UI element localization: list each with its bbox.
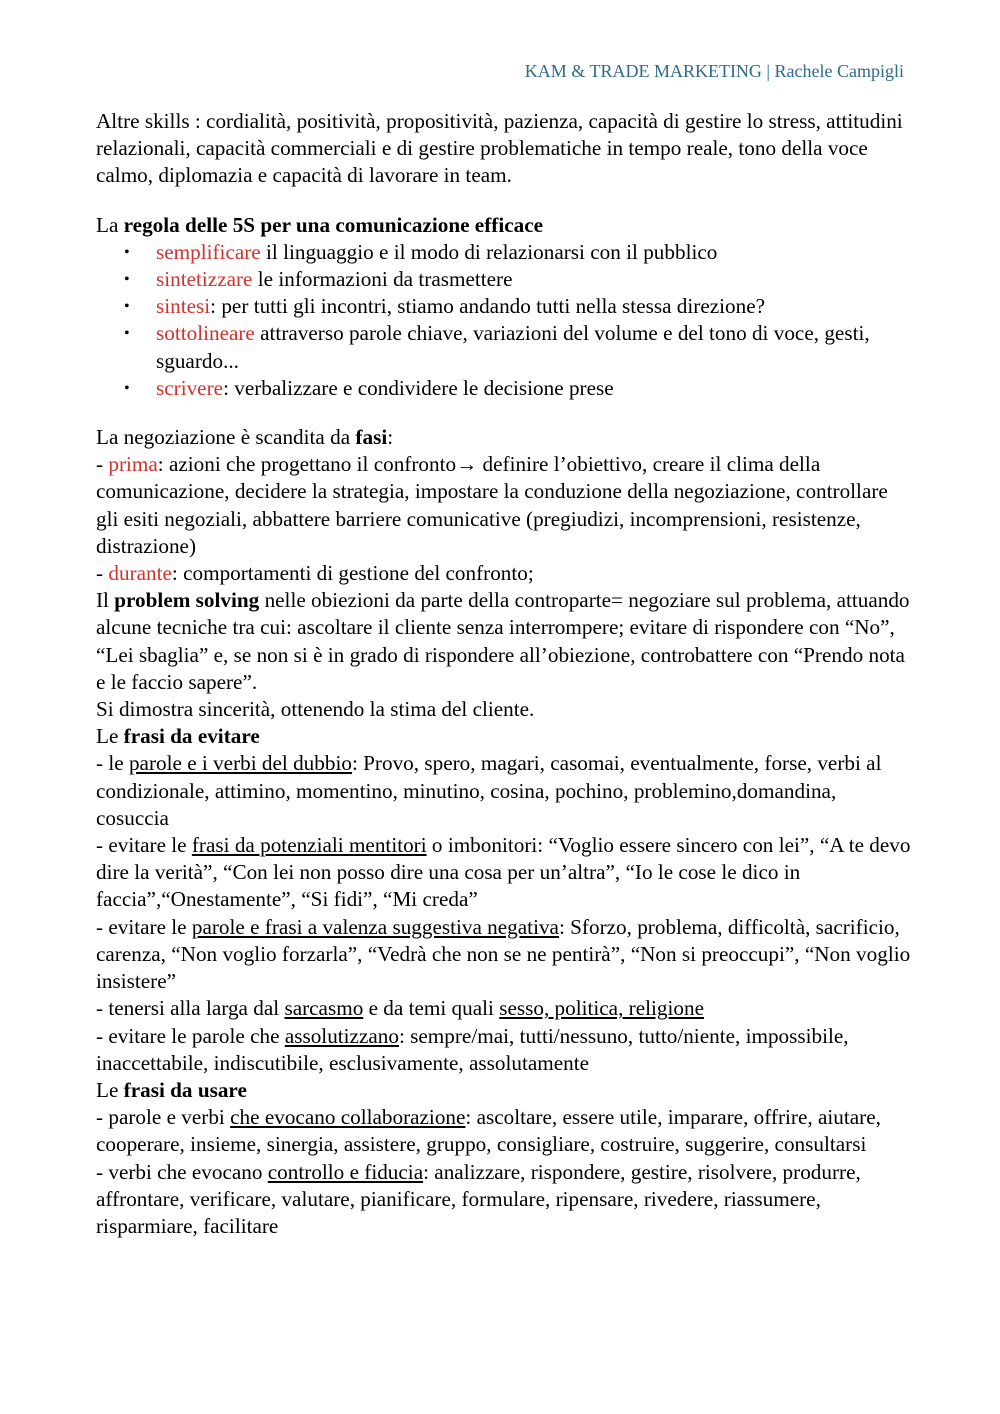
list-item: [96, 375, 911, 402]
rule-keyword: sintetizzare: [156, 267, 253, 292]
negotiation-lead-bold: fasi: [355, 425, 388, 450]
negotiation-lead-text: La negoziazione è scandita da: [96, 425, 356, 450]
phase-prima: [96, 451, 911, 560]
item-underlined: che evocano collaborazione: [230, 1105, 466, 1130]
rule-keyword: sottolineare: [156, 321, 255, 346]
phase-text: : azioni che progettano il confronto→ definire l’obiettivo, creare il clima della comunicazione, decidere la strategia, impostare la conduzione della negoziazione, controllare gli esiti negoziali, abbattere barriere comunicative (pregiudizi, incomprensioni, resistenze, distrazione): [96, 452, 888, 558]
page-content: [96, 108, 911, 1240]
item-pre: - evitare le: [96, 914, 192, 939]
phase-durante: [96, 560, 911, 587]
item-underlined: controllo e fiducia: [267, 1159, 424, 1184]
phase-text: : comportamenti di gestione del confronto;: [171, 561, 534, 586]
use-heading-prefix: Le: [96, 1077, 124, 1102]
avoid-heading-prefix: Le: [96, 724, 124, 749]
rule-heading: [96, 212, 911, 239]
item-underlined: parole e frasi a valenza suggestiva negativa: [191, 914, 559, 939]
rule-heading-bold: regola delle 5S per una comunicazione efficace: [123, 212, 544, 237]
rule-text: il linguaggio e il modo di relazionarsi con il pubblico: [260, 239, 718, 264]
rule-keyword: sintesi: [156, 294, 211, 319]
item-underlined: parole e i verbi del dubbio: [128, 751, 352, 776]
intro-paragraph: Altre skills : cordialità, positività, propositività, pazienza, capacità di gestire lo stress, attitudini relazionali, capacità commerciali e di gestire problematiche in tempo reale, tono della voce calmo, diplomazia e capacità di lavorare in team.: [96, 109, 903, 188]
rule-text: attraverso parole chiave, variazioni del volume e del tono di voce, gesti, sguardo...: [156, 321, 870, 373]
use-item-collaboration: [96, 1104, 911, 1158]
page-header: KAM & TRADE MARKETING | Rachele Campigli: [524, 61, 904, 81]
bullet-icon: •: [124, 325, 130, 343]
item-post: : Provo, spero, magari, casomai, eventualmente, forse, verbi al condizionale, attimino, momentino, minutino, cosina, pochino, problemino,domandina, cosuccia: [96, 751, 882, 830]
rule-text: : per tutti gli incontri, stiamo andando tutti nella stessa direzione?: [210, 294, 766, 319]
avoid-item-absolutes: [96, 1023, 911, 1077]
avoid-item-doubt: [96, 750, 911, 832]
item-underlined: sarcasmo: [284, 996, 364, 1021]
item-pre: - evitare le parole che: [96, 1023, 285, 1048]
avoid-item-negative: [96, 914, 911, 996]
item-pre: - verbi che evocano: [96, 1159, 268, 1184]
rule-list: [96, 239, 911, 402]
item-pre: - tenersi alla larga dal: [96, 996, 285, 1021]
dash: -: [96, 452, 109, 477]
item-underlined: assolutizzano: [284, 1023, 399, 1048]
use-heading-bold: frasi da usare: [123, 1077, 247, 1102]
dash: -: [96, 561, 109, 586]
rule-heading-prefix: La: [96, 212, 124, 237]
item-mid: e da temi quali: [363, 996, 500, 1021]
use-item-control: [96, 1159, 911, 1241]
item-post: o imbonitori: “Voglio essere sincero con lei”, “A te devo dire la verità”, “Con lei non posso dire una cosa per un’altra”, “Io le cose le dico in faccia”,“Onestamente”, “Si fidi”, “Mi creda”: [96, 833, 911, 912]
bullet-icon: •: [124, 243, 130, 261]
ps-bold: problem solving: [114, 588, 260, 613]
item-post: : Sforzo, problema, difficoltà, sacrificio, carenza, “Non voglio forzarla”, “Vedrà che non se ne pentirà”, “Non si preoccupi”, “Non voglio insistere”: [96, 914, 911, 994]
phase-keyword: durante: [108, 561, 172, 586]
item-underlined: sesso, politica, religione: [499, 996, 704, 1021]
item-pre: - le: [96, 751, 129, 776]
negotiation-lead-end: :: [387, 425, 394, 450]
problem-solving-paragraph: [96, 587, 911, 696]
list-item: [96, 239, 911, 266]
list-item: [96, 293, 911, 320]
bullet-icon: •: [124, 271, 130, 289]
use-heading: [96, 1077, 911, 1104]
list-item: [96, 266, 911, 293]
rule-keyword: scrivere: [156, 375, 224, 400]
avoid-heading-bold: frasi da evitare: [123, 724, 260, 749]
rule-keyword: semplificare: [156, 239, 261, 264]
phase-keyword: prima: [108, 452, 158, 477]
item-post: : analizzare, rispondere, gestire, risolvere, produrre, affrontare, verificare, valutare, pianificare, formulare, ripensare, rivedere, riassumere, risparmiare, facilitare: [96, 1159, 861, 1238]
avoid-heading: [96, 723, 911, 750]
rule-text: le informazioni da trasmettere: [252, 267, 513, 292]
list-item: [96, 320, 911, 374]
negotiation-lead: [96, 424, 911, 451]
avoid-item-liars: [96, 832, 911, 914]
item-post: : ascoltare, essere utile, imparare, offrire, aiutare, cooperare, insieme, sinergia, assistere, gruppo, consigliare, costruire, suggerire, consultarsi: [96, 1105, 881, 1157]
bullet-icon: •: [124, 298, 130, 316]
item-pre: - parole e verbi: [96, 1105, 231, 1130]
bullet-icon: •: [124, 379, 130, 397]
ps-prefix: Il: [96, 588, 115, 613]
item-underlined: frasi da potenziali mentitori: [191, 833, 427, 858]
rule-text: : verbalizzare e condividere le decisione prese: [223, 375, 614, 400]
sincerity-line: Si dimostra sincerità, ottenendo la stima del cliente.: [96, 697, 535, 722]
item-pre: - evitare le: [96, 833, 192, 858]
ps-text: nelle obiezioni da parte della controparte= negoziare sul problema, attuando alcune tecniche tra cui: ascoltare il cliente senza interrompere; evitare di rispondere con “No”, “Lei sbaglia” e, se non si è in grado di rispondere all’obiezione, controbattere con “Prendo nota e le faccio sapere”.: [96, 588, 910, 694]
avoid-item-sarcasm: [96, 995, 911, 1022]
item-post: : sempre/mai, tutti/nessuno, tutto/niente, impossibile, inaccettabile, indiscutibile, esclusivamente, assolutamente: [96, 1023, 849, 1075]
